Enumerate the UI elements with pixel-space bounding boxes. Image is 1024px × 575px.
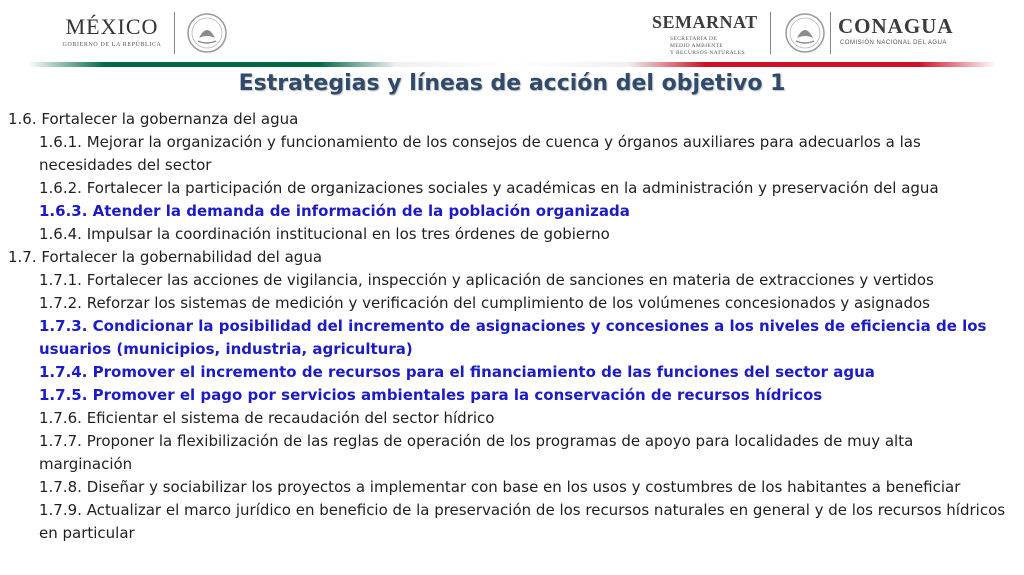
conagua-logo-subtitle: COMISIÓN NACIONAL DEL AGUA [840, 40, 947, 46]
semarnat-sub-line: MEDIO AMBIENTE [670, 43, 724, 49]
mexico-logo-text: MÉXICO [65, 14, 159, 39]
semarnat-sub-line: SECRETARÍA DE [670, 36, 718, 42]
action-line-item: 1.7.2. Reforzar los sistemas de medición y verificación del cumplimiento de los volúmenes concesionados y asignados [39, 294, 930, 312]
action-line-item: 1.7.4. Promover el incremento de recursos para el financiamiento de las funciones del sector agua [39, 363, 875, 381]
coat-of-arms-icon [784, 12, 826, 54]
strategy-list [8, 108, 1008, 545]
semarnat-logo-subtitle [670, 36, 760, 57]
slide-title: Estrategias y líneas de acción del objetivo 1 [238, 71, 786, 96]
semarnat-logo [652, 12, 764, 60]
action-line-item: 1.6.2. Fortalecer la participación de organizaciones sociales y académicas en la administración y preservación del agua [39, 179, 939, 197]
action-line-item: 1.6.4. Impulsar la coordinación institucional en los tres órdenes de gobierno [39, 225, 610, 243]
logo-divider [770, 12, 771, 54]
logo-divider [830, 12, 831, 54]
action-line-item: 1.7.9. Actualizar el marco jurídico en beneficio de la preservación de los recursos naturales en general y de los recursos hídricos en particular [39, 501, 1006, 542]
action-line-item: 1.7.5. Promover el pago por servicios ambientales para la conservación de recursos hídricos [39, 386, 823, 404]
conagua-logo-text: CONAGUA [838, 14, 954, 38]
action-line-item: 1.6.1. Mejorar la organización y funcionamiento de los consejos de cuenca y órganos auxiliares para adecuarlos a las necesidades del sector [39, 133, 921, 174]
conagua-logo [838, 14, 968, 54]
header-color-stripe [28, 62, 996, 67]
action-line-item: 1.7.8. Diseñar y sociabilizar los proyectos a implementar con base en los usos y costumbres de los habitantes a beneficiar [39, 478, 961, 496]
action-line-item: 1.7.7. Proponer la flexibilización de las reglas de operación de los programas de apoyo para localidades de muy alta marginación [39, 432, 914, 473]
mexico-logo-subtitle: GOBIERNO DE LA REPÚBLICA [62, 42, 162, 48]
action-line-item: 1.7.1. Fortalecer las acciones de vigilancia, inspección y aplicación de sanciones en materia de extracciones y vertidos [39, 271, 934, 289]
coat-of-arms-icon [186, 12, 228, 54]
strategy-heading: 1.6. Fortalecer la gobernanza del agua [8, 110, 299, 128]
logo-divider [174, 12, 175, 54]
semarnat-sub-line: Y RECURSOS NATURALES [670, 50, 746, 56]
semarnat-logo-text: SEMARNAT [652, 12, 758, 32]
header-bar [0, 0, 1024, 70]
action-line-item: 1.6.3. Atender la demanda de información de la población organizada [39, 202, 630, 220]
action-line-item: 1.7.6. Eficientar el sistema de recaudación del sector hídrico [39, 409, 495, 427]
action-line-item: 1.7.3. Condicionar la posibilidad del incremento de asignaciones y concesiones a los niveles de eficiencia de los usuarios (municipios, industria, agricultura) [39, 317, 987, 358]
strategy-heading: 1.7. Fortalecer la gobernabilidad del agua [8, 248, 323, 266]
